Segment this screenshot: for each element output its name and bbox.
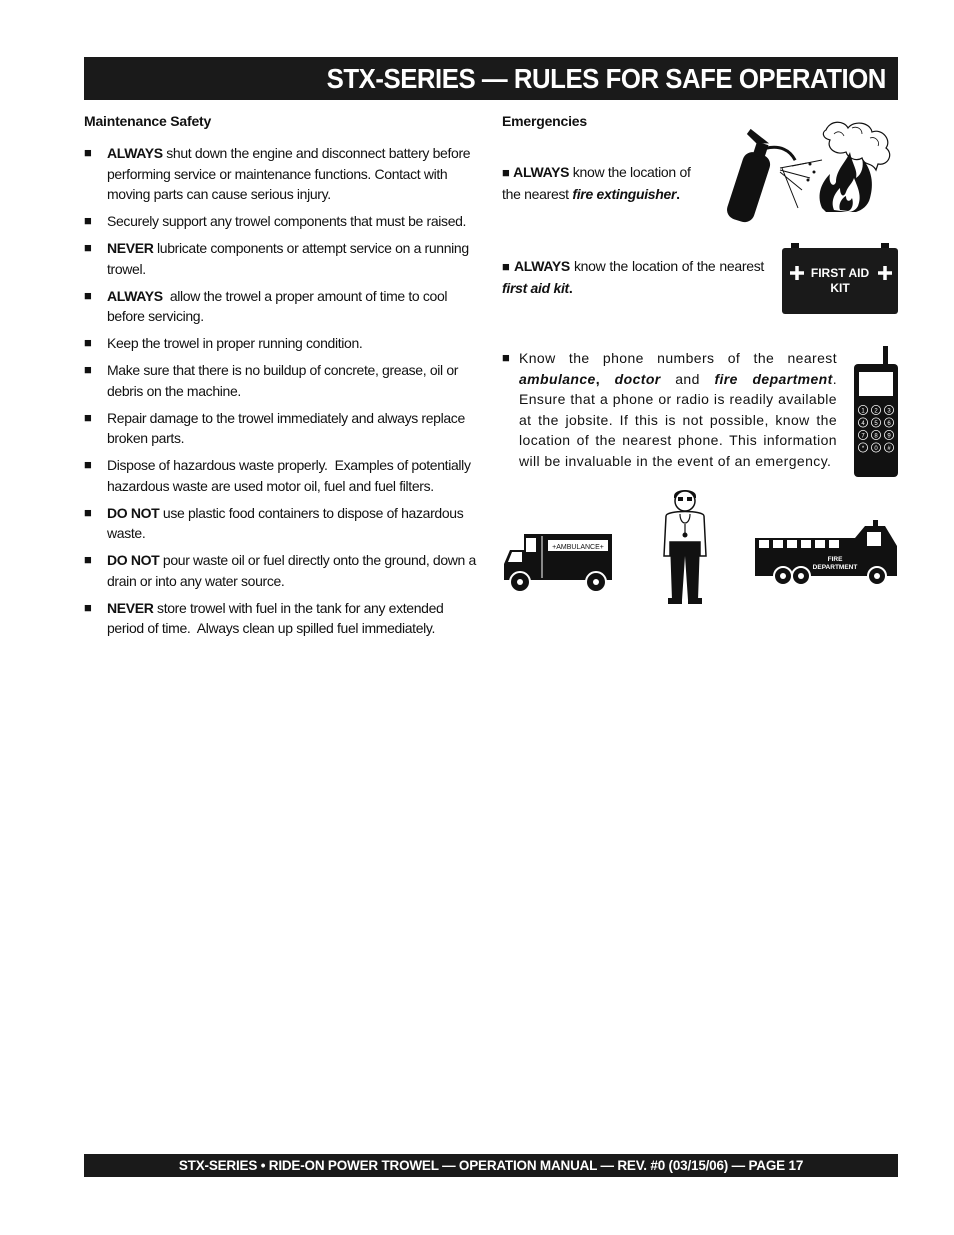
- maintenance-item-body: pour waste oil or fuel directly onto the ground, down a drain or into any water source.: [107, 552, 480, 589]
- first-aid-end: .: [568, 279, 573, 296]
- keypad-key-label: 1: [861, 408, 865, 415]
- maintenance-item-text: [107, 333, 480, 354]
- page-footer: STX-SERIES • RIDE-ON POWER TROWEL — OPERATION MANUAL — REV. #0 (03/15/06) — PAGE 17: [84, 1154, 898, 1177]
- bullet-square: ■: [502, 350, 510, 365]
- maintenance-item-body: shut down the engine and disconnect battery before performing service or maintenance functions. Contact with moving parts can cause serious injury.: [107, 145, 474, 202]
- bullet-square: ■: [84, 599, 92, 615]
- bullet-square: ■: [84, 362, 92, 377]
- maintenance-item-body: Repair damage to the trowel immediately and always replace broken parts.: [107, 409, 469, 446]
- bullet-square: ■: [84, 287, 92, 303]
- phone-sep2: and: [660, 370, 715, 387]
- maintenance-item: [84, 360, 480, 401]
- keypad-key-label: 0: [874, 445, 878, 452]
- extinguisher-emph: fire extinguisher: [572, 185, 677, 202]
- fire-extinguisher-icon: [722, 118, 900, 228]
- maintenance-item-text: [107, 143, 480, 205]
- kit-label-line1: FIRST AID: [810, 266, 870, 280]
- first-aid-emph: first aid kit: [502, 279, 569, 296]
- fire-truck-icon: [753, 518, 899, 588]
- emergencies-title: Emergencies: [502, 113, 587, 129]
- phone-text: [519, 348, 837, 471]
- bullet-square: ■: [84, 409, 92, 425]
- maintenance-item-lead: DO NOT: [107, 552, 160, 568]
- cell-phone-icon: [853, 346, 899, 478]
- phone-pre: Know the phone numbers of the nearest: [519, 350, 837, 366]
- maintenance-item-text: [107, 503, 480, 544]
- bullet-square: ■: [84, 335, 92, 350]
- maintenance-item: [84, 143, 480, 205]
- phone-row: [502, 348, 837, 471]
- maintenance-item-lead: ALWAYS: [107, 145, 163, 161]
- keypad-key-label: 2: [874, 408, 878, 415]
- maintenance-item: [84, 238, 480, 279]
- maintenance-item-body: Dispose of hazardous waste properly. Examples of potentially hazardous waste are used motor oil, fuel and fuel filters.: [107, 457, 475, 494]
- bullet-square: ■: [84, 504, 92, 520]
- maintenance-item-text: [107, 598, 480, 639]
- phone-item: [502, 348, 837, 471]
- maintenance-item: [84, 333, 480, 354]
- ambulance-label: +AMBULANCE+: [552, 544, 604, 551]
- bullet-square: ■: [502, 165, 510, 180]
- maintenance-item-body: use plastic food containers to dispose of hazardous waste.: [107, 504, 467, 541]
- first-aid-lead: ALWAYS: [513, 258, 570, 274]
- keypad-key-label: #: [887, 445, 891, 452]
- phone-post: . Ensure that a phone or radio is readily available at the jobsite. If this is not possible, know the location of the nearest phone. This information will be invaluable in the event of an emergency.: [519, 370, 837, 469]
- first-aid-item: [502, 256, 764, 298]
- keypad-key-label: 9: [887, 433, 891, 440]
- kit-label-line2: KIT: [830, 281, 850, 295]
- maintenance-item-text: [107, 550, 480, 591]
- keypad-key-label: 6: [887, 420, 891, 427]
- keypad-key-label: 8: [874, 433, 878, 440]
- first-aid-kit-icon: [781, 243, 899, 315]
- page-title: STX-SERIES — RULES FOR SAFE OPERATION: [326, 62, 886, 94]
- page-header: [84, 57, 898, 100]
- maintenance-item-text: [107, 408, 480, 449]
- ambulance-icon: [502, 530, 614, 595]
- maintenance-item: [84, 408, 480, 449]
- bullet-square: ■: [84, 552, 92, 567]
- bullet-square: ■: [84, 213, 92, 228]
- phone-doctor: doctor: [614, 370, 661, 387]
- keypad-key-label: 5: [874, 420, 878, 427]
- extinguisher-end: .: [676, 185, 680, 202]
- phone-fire-dept: fire department: [714, 370, 833, 387]
- doctor-icon: [660, 486, 710, 606]
- maintenance-item-text: [107, 286, 480, 327]
- maintenance-list: [84, 143, 480, 639]
- maintenance-item-text: [107, 211, 480, 232]
- maintenance-item-body: store trowel with fuel in the tank for any extended period of time. Always clean up spilled fuel immediately.: [107, 599, 448, 636]
- maintenance-item: [84, 598, 480, 639]
- maintenance-item: [84, 455, 480, 496]
- maintenance-item-body: allow the trowel a proper amount of time to cool before servicing.: [107, 287, 451, 324]
- maintenance-item-body: lubricate components or attempt service on a running trowel.: [107, 240, 473, 277]
- maintenance-item: [84, 286, 480, 327]
- maintenance-item: [84, 211, 480, 232]
- maintenance-item-lead: ALWAYS: [107, 287, 163, 304]
- maintenance-item-text: [107, 360, 480, 401]
- maintenance-item-body: Make sure that there is no buildup of concrete, grease, oil or debris on the machine.: [107, 362, 462, 399]
- phone-ambulance: ambulance: [519, 370, 596, 387]
- extinguisher-item: [502, 162, 712, 204]
- keypad-key-label: *: [861, 445, 865, 452]
- bullet-square: ■: [502, 259, 510, 274]
- maintenance-item-lead: DO NOT: [107, 504, 160, 521]
- maintenance-item-text: [107, 455, 480, 496]
- maintenance-item: [84, 503, 480, 544]
- bullet-square: ■: [84, 240, 92, 255]
- phone-sep1: ,: [595, 370, 615, 387]
- first-aid-text: know the location of the nearest: [569, 258, 764, 274]
- bullet-square: ■: [84, 457, 92, 472]
- maintenance-item-body: Securely support any trowel components that must be raised.: [107, 213, 467, 229]
- keypad-key-label: 7: [861, 433, 865, 440]
- fire-label-line1: FIRE: [827, 556, 843, 563]
- maintenance-item-lead: NEVER: [107, 599, 154, 616]
- maintenance-title: Maintenance Safety: [84, 113, 212, 129]
- fire-label-line2: DEPARTMENT: [812, 564, 858, 571]
- maintenance-item-lead: NEVER: [107, 240, 154, 256]
- maintenance-section: [84, 113, 480, 645]
- maintenance-item: [84, 550, 480, 591]
- bullet-square: ■: [84, 145, 92, 160]
- keypad-key-label: 4: [861, 420, 865, 427]
- keypad-key-label: 3: [887, 408, 891, 415]
- maintenance-item-body: Keep the trowel in proper running condition.: [107, 335, 363, 351]
- maintenance-item-text: [107, 238, 480, 279]
- extinguisher-text: know the location of the nearest: [502, 164, 691, 202]
- extinguisher-lead: ALWAYS: [513, 164, 570, 180]
